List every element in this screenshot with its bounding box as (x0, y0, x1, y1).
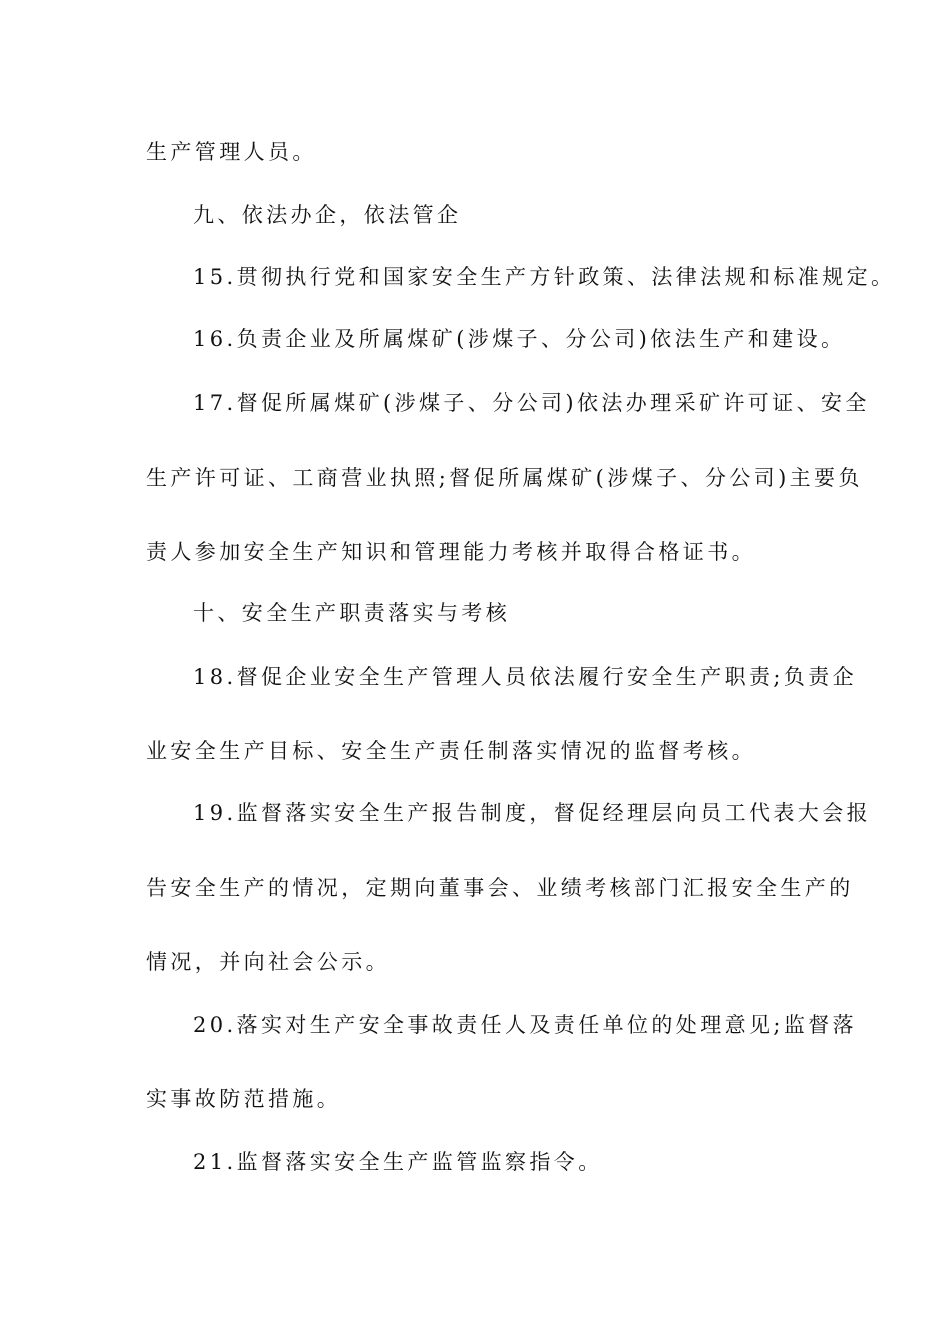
item-17-line-1: 17.督促所属煤矿(涉煤子、分公司)依法办理采矿许可证、安全 (193, 391, 870, 415)
item-15: 15.贯彻执行党和国家安全生产方针政策、法律法规和标准规定。 (193, 265, 896, 289)
item-16: 16.负责企业及所属煤矿(涉煤子、分公司)依法生产和建设。 (193, 327, 846, 351)
item-20-line-1: 20.落实对生产安全事故责任人及责任单位的处理意见;监督落 (193, 1013, 858, 1037)
item-17-line-3: 责人参加安全生产知识和管理能力考核并取得合格证书。 (146, 540, 756, 564)
item-21: 21.监督落实安全生产监管监察指令。 (193, 1150, 603, 1174)
item-20-line-2: 实事故防范措施。 (146, 1087, 342, 1111)
paragraph-continuation: 生产管理人员。 (146, 140, 317, 164)
item-18-line-2: 业安全生产目标、安全生产责任制落实情况的监督考核。 (146, 739, 756, 763)
item-17-line-2: 生产许可证、工商营业执照;督促所属煤矿(涉煤子、分公司)主要负 (146, 466, 863, 490)
section-heading-9: 九、依法办企，依法管企 (193, 203, 462, 227)
item-19-line-2: 告安全生产的情况，定期向董事会、业绩考核部门汇报安全生产的 (146, 876, 854, 900)
item-19-line-3: 情况，并向社会公示。 (146, 950, 390, 974)
item-18-line-1: 18.督促企业安全生产管理人员依法履行安全生产职责;负责企 (193, 665, 858, 689)
item-19-line-1: 19.监督落实安全生产报告制度，督促经理层向员工代表大会报 (193, 801, 871, 825)
section-heading-10: 十、安全生产职责落实与考核 (193, 601, 511, 625)
